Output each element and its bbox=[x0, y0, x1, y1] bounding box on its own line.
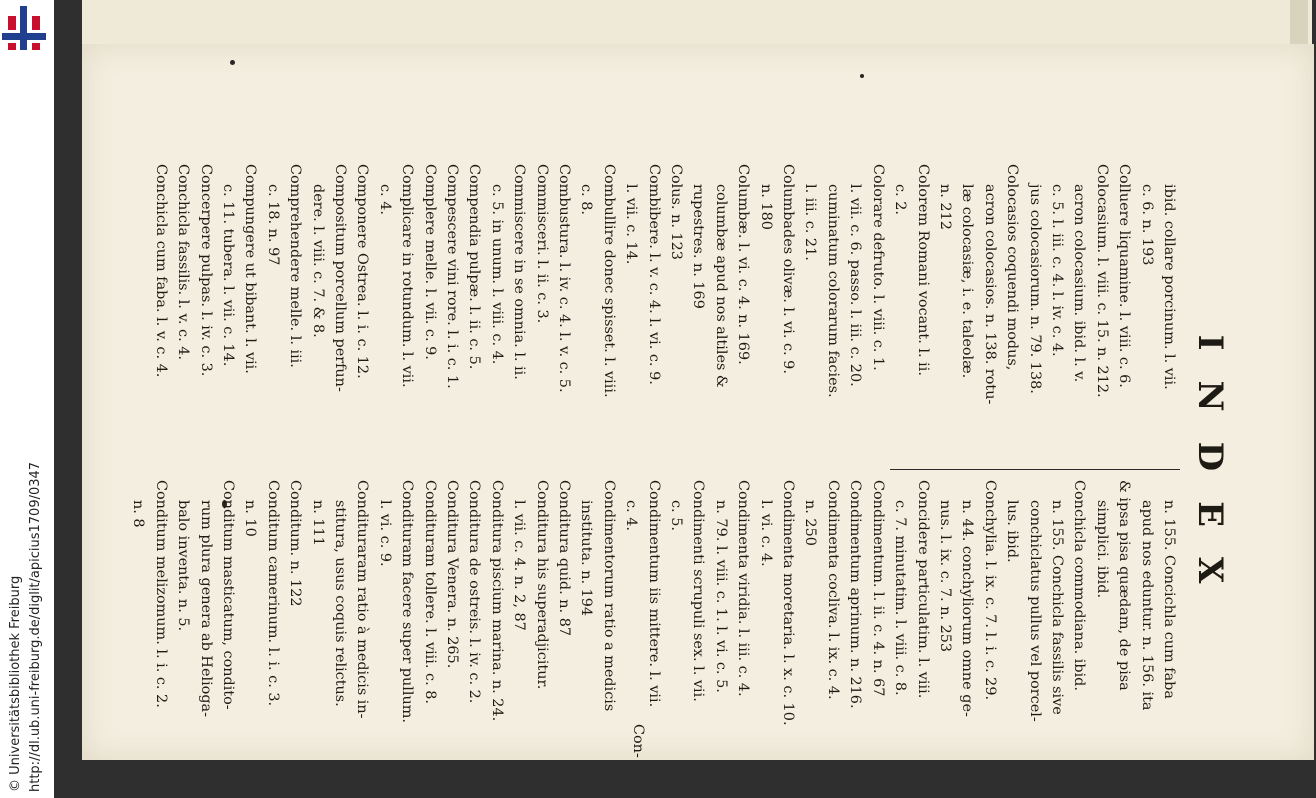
catchword: Con- bbox=[630, 724, 646, 758]
index-entry-line: Colorare defruto. l. viii. c. 1. bbox=[869, 164, 886, 371]
index-entry-line: Condimenta cocliva. l. ix. c. 4. bbox=[824, 480, 841, 700]
index-entry-line: Conditura his superadjicitur. bbox=[533, 480, 550, 690]
index-entry-line: l. iii. c. 21. bbox=[802, 184, 819, 261]
permalink-url[interactable]: http://dl.ub.uni-freiburg.de/diglit/apicius1709/0347 bbox=[28, 461, 43, 792]
ink-spot bbox=[860, 74, 864, 78]
index-entry-line: Conditura de ostreis. l. iv. c. 2. bbox=[466, 480, 483, 704]
index-entry-line: Condimentum iis mittere. l. vii. bbox=[645, 480, 662, 708]
index-entry-line: acron colocasium. ibid. l. v. bbox=[1071, 184, 1088, 383]
index-entry-line: Conditum. n. 122 bbox=[287, 480, 304, 607]
index-entry-line: Compescere vini rore. l. i. c. 1. bbox=[444, 164, 460, 389]
index-entry-line: n. 8 bbox=[130, 500, 147, 528]
index-entry-line: cuminatum colorarum facies. bbox=[824, 184, 841, 398]
index-entry-line: stitura, usus coquis relictus. bbox=[331, 500, 348, 707]
index-entry-line: Condimentum aprinum. n. 216. bbox=[847, 480, 864, 709]
index-entry-line: Conditura piscium marina. n. 24. bbox=[488, 480, 505, 722]
index-entry-line: n. 79. l. viii. c. 1. l. vi. c. 5. bbox=[712, 500, 729, 693]
index-entry-line: Commisceri. l. ii. c. 3. bbox=[533, 164, 550, 324]
index-entry-line: Compositum porcellum perfun- bbox=[331, 164, 348, 392]
index-entry-line: conchiclatus pullus vel porcel- bbox=[1026, 500, 1043, 722]
index-entry-line: Condimentorum ratio a medicis bbox=[600, 480, 617, 712]
index-entry-line: c. 7. minutatim. l. viii. c. 8. bbox=[892, 500, 909, 696]
index-entry-line: c. 2. bbox=[892, 184, 909, 215]
index-entry-line: Condimenti scrupuli sex. l. vii. bbox=[690, 480, 707, 702]
index-entry-line: acron colocasios. n. 138. rotu- bbox=[981, 184, 998, 405]
index-entry-line: Colorem Romani vocant. l. ii. bbox=[914, 164, 931, 376]
viewer-sidebar bbox=[0, 0, 54, 798]
index-entry-line: Conditum camerinum. l. i. c. 3. bbox=[264, 480, 281, 707]
index-entry-line: c. 5. l. iii. c. 4. l. iv. c. 4. bbox=[1048, 184, 1065, 357]
index-entry-line: Combustura. l. iv. c. 4. l. v. c. 5. bbox=[556, 164, 573, 393]
index-entry-line: Condimenta moretaria. l. x. c. 10. bbox=[780, 480, 797, 726]
index-column-right bbox=[127, 480, 1180, 775]
index-entry-line: n. 111 bbox=[309, 500, 326, 546]
index-entry-line: l. vi. c. 4. bbox=[757, 500, 774, 567]
index-entry-line: Concerpere pulpas. l. iv. c. 3. bbox=[197, 164, 214, 377]
ub-freiburg-logo-icon[interactable] bbox=[2, 6, 46, 50]
index-entry-line: Conditum melizomum. l. i. c. 2. bbox=[152, 480, 169, 708]
index-entry-line: c. 11. tubera. l. vii. c. 14. bbox=[219, 184, 236, 367]
index-entry-line: n. 180 bbox=[757, 184, 774, 230]
index-entry-line: & ipsa pisa quædam, de pisa bbox=[1116, 480, 1133, 691]
index-entry-line: l. vi. c. 9. bbox=[376, 500, 393, 567]
index-entry-line: Condituraram ratio à medicis in- bbox=[354, 480, 371, 719]
index-entry-line: Colocasios coquendi modus, bbox=[1004, 164, 1021, 371]
ink-spot bbox=[230, 60, 235, 65]
index-entry-line: c. 6. n. 193 bbox=[1138, 184, 1155, 266]
index-entry-line: Complere melle. l. vii. c. 9. bbox=[421, 164, 438, 360]
index-entry-line: apud nos eduntur. n. 156. ita bbox=[1138, 500, 1155, 711]
index-entry-line: Condimentum. l. ii. c. 4. n. 67 bbox=[869, 480, 886, 697]
index-entry-line: n. 10 bbox=[242, 500, 259, 537]
index-entry-line: Conditura quid. n. 87 bbox=[556, 480, 573, 637]
scanned-page bbox=[82, 44, 1314, 760]
index-entry-line: n. 250 bbox=[802, 500, 819, 546]
index-entry-line: Conchicla cum faba. l. v. c. 4. bbox=[152, 164, 169, 378]
index-entry-line: Conchicla commodiana. ibid. bbox=[1071, 480, 1088, 691]
index-entry-line: Compungere ut bibant. l. vii. bbox=[242, 164, 259, 374]
index-entry-line: Colus. n. 123 bbox=[668, 164, 685, 260]
index-entry-line: c. 4. bbox=[623, 500, 640, 531]
index-entry-line: nus. l. ix. c. 7. n. 253 bbox=[936, 500, 953, 653]
index-entry-line: ibid. collare porcinum. l. vii. bbox=[1161, 184, 1177, 390]
scan-viewport bbox=[54, 0, 1316, 798]
index-entry-line: lus. ibid. bbox=[1004, 500, 1021, 563]
index-entry-line: l. vii. c. 14. bbox=[623, 184, 640, 265]
index-entry-line: n. 44. conchyliorum omne ge- bbox=[959, 500, 976, 717]
index-entry-line: c. 5. in unum. l. viii. c. 4. bbox=[488, 184, 505, 365]
index-entry-line: Condituram tollere. l. viii. c. 8. bbox=[421, 480, 438, 704]
index-entry-line: Comprehendere melle. l. iii. bbox=[287, 164, 304, 368]
index-entry-line: Columbæ. l. vi. c. 4. n. 169. bbox=[735, 164, 752, 365]
index-entry-line: l. vii. c. 4. n. 2, 87 bbox=[511, 500, 528, 631]
index-entry-line: Conchylia. l. ix. c. 7. l. i. c. 29. bbox=[981, 480, 998, 701]
copyright-notice: © Universitätsbibliothek Freiburg bbox=[8, 575, 23, 792]
index-entry-line: Columbades olivæ. l. vi. c. 9. bbox=[780, 164, 797, 374]
index-column-left bbox=[149, 164, 1180, 459]
index-entry-line: n. 155. Conchicla fassilis sive bbox=[1048, 500, 1065, 715]
index-entry-line: c. 5. bbox=[668, 500, 685, 531]
page-header: INDEX bbox=[1190, 334, 1230, 614]
index-entry-line: Condimenta viridia. l. iii. c. 4. bbox=[735, 480, 752, 697]
column-divider bbox=[890, 469, 1180, 470]
index-entry-line: simplici. ibid. bbox=[1093, 500, 1110, 599]
index-entry-line: Concidere particulatim. l. viii. bbox=[914, 480, 931, 699]
index-entry-line: c. 4. bbox=[376, 184, 393, 215]
index-entry-line: Colocasium. l. viii. c. 15. n. 212. bbox=[1093, 164, 1110, 398]
index-entry-line: Compendia pulpæ. l. ii. c. 5. bbox=[466, 164, 483, 370]
index-entry-line: c. 8. bbox=[578, 184, 595, 215]
index-entry-line: dere. l. viii. c. 7. & 8. bbox=[309, 184, 326, 338]
index-entry-line: Commiscere in se omnia. l. ii. bbox=[511, 164, 528, 380]
index-entry-line: n. 155. Concichla cum faba bbox=[1161, 500, 1177, 699]
index-entry-line: Complicare in rotundum. l. vii. bbox=[399, 164, 416, 388]
index-entry-line: Combibere. l. v. c. 4. l. vi. c. 9. bbox=[645, 164, 662, 385]
index-entry-line: Conditura Venera. n. 265. bbox=[444, 480, 460, 669]
index-entry-line: jus colocasiorum. n. 79. 138. bbox=[1026, 184, 1043, 394]
index-entry-line: n. 212 bbox=[936, 184, 953, 230]
index-entry-line: Combullire donec spisset. l. viii. bbox=[600, 164, 617, 398]
index-entry-line: læ colocasiæ, i. e. taleolæ. bbox=[959, 184, 976, 379]
index-entry-line: rum plura genera ab Helioga- bbox=[197, 500, 214, 717]
index-entry-line: Componere Ostrea. l. i. c. 12. bbox=[354, 164, 371, 379]
index-entry-line: instituta. n. 194 bbox=[578, 500, 595, 617]
index-entry-line: Condituram facere super pullum. bbox=[399, 480, 416, 723]
index-entry-line: l. vii. c. 6. passo. l. iii. c. 20. bbox=[847, 184, 864, 387]
index-entry-line: Conditum masticatum, condito- bbox=[219, 480, 236, 710]
index-entry-line: c. 18. n. 97 bbox=[264, 184, 281, 266]
index-entry-line: balo inventa. n. 5. bbox=[175, 500, 192, 632]
index-entry-line: columbæ apud nos altiles & bbox=[712, 184, 729, 388]
rotated-text-block bbox=[130, 164, 1230, 784]
index-entry-line: rupestres. n. 169 bbox=[690, 184, 707, 309]
index-entry-line: Conchicla fassilis. l. v. c. 4. bbox=[175, 164, 192, 360]
index-entry-line: Colluere liquamine. l. viii. c. 6. bbox=[1116, 164, 1133, 388]
